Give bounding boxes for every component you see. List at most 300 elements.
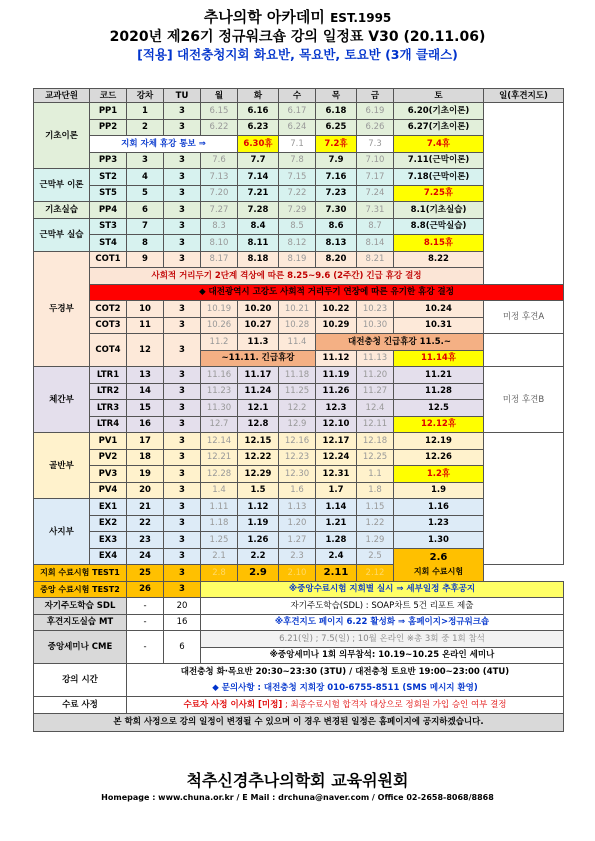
table-cell: -: [127, 631, 164, 664]
table-cell: 3: [164, 581, 201, 598]
extended-closure-notice: ◆ 대전광역시 고강도 사회적 거리두기 연장에 따른 유기한 휴강 결정: [90, 284, 564, 301]
table-cell: 8.15휴: [394, 235, 484, 252]
table-cell: 6.15: [201, 103, 238, 120]
table-cell: 2: [127, 119, 164, 136]
table-cell: 1.30: [394, 532, 484, 549]
table-cell: 8.3: [201, 218, 238, 235]
time-line-1: 대전충청 화·목요반 20:30~23:30 (3TU) / 대전충청 토요반 19:00~23:00 (4TU): [127, 664, 564, 681]
table-cell: 3: [164, 367, 201, 384]
table-cell: 1: [127, 103, 164, 120]
table-cell: 11.23: [201, 383, 238, 400]
table-cell: 3: [164, 251, 201, 268]
table-cell: 3: [164, 548, 201, 565]
col-code: 코드: [90, 89, 127, 103]
table-cell: 8.11: [238, 235, 279, 252]
table-cell: 2.12: [357, 565, 394, 582]
table-cell: PV2: [90, 449, 127, 466]
table-cell: 7.15: [279, 169, 316, 186]
table-row: [34, 334, 564, 351]
table-cell: 1.26: [238, 532, 279, 549]
table-row: [34, 284, 564, 301]
mt-note: ※후견지도 페이지 6.22 활성화 ⇒ 홈페이지>정규워크숍: [201, 614, 564, 631]
table-cell: 16: [164, 614, 201, 631]
table-cell: 8.1(기초실습): [394, 202, 484, 219]
table-cell: 8.19: [279, 251, 316, 268]
table-cell: ST5: [90, 185, 127, 202]
table-cell: 10.26: [201, 317, 238, 334]
table-cell: 8.22: [394, 251, 484, 268]
table-cell: 3: [164, 499, 201, 516]
change-notice: 본 학회 사정으로 강의 일정이 변경될 수 있으며 이 경우 변경된 일정은 홈페이지에 공지하겠습니다.: [34, 713, 564, 731]
col-sat: 토: [394, 89, 484, 103]
table-cell: 18: [127, 449, 164, 466]
table-cell: 1.20: [279, 515, 316, 532]
footer: [0, 770, 595, 804]
table-cell: 3: [164, 334, 201, 367]
col-tue: 화: [238, 89, 279, 103]
table-cell: LTR1: [90, 367, 127, 384]
table-cell: 11.12: [316, 350, 357, 367]
table-cell: 7: [127, 218, 164, 235]
table-cell: 12.5: [394, 400, 484, 417]
section-head: 두경부: [34, 251, 90, 367]
applied-classes: [적용] 대전충청지회 화요반, 목요반, 토요반 (3개 클래스): [137, 47, 458, 62]
table-cell: 10.20: [238, 301, 279, 318]
table-cell: -: [127, 614, 164, 631]
table-cell: 7.14: [238, 169, 279, 186]
table-cell: 10: [127, 301, 164, 318]
table-row: [34, 367, 564, 384]
table-cell: EX3: [90, 532, 127, 549]
emergency-closure-end: ~11.11. 긴급휴강: [201, 350, 316, 367]
table-row: [34, 631, 564, 648]
table-cell: 12.25: [357, 449, 394, 466]
table-cell: 3: [164, 383, 201, 400]
table-cell: 8.14: [357, 235, 394, 252]
table-cell: 11.13: [357, 350, 394, 367]
table-cell: 2.1: [201, 548, 238, 565]
table-cell: 7.4휴: [394, 136, 484, 153]
table-cell: 11: [127, 317, 164, 334]
table-cell: 10.24: [394, 301, 484, 318]
table-cell: 10.21: [279, 301, 316, 318]
table-cell: 3: [164, 301, 201, 318]
table-cell: 20: [127, 482, 164, 499]
table-cell: 23: [127, 532, 164, 549]
table-cell: 17: [127, 433, 164, 450]
table-cell: 7.1: [279, 136, 316, 153]
table-row: [34, 697, 564, 714]
table-cell: 11.14휴: [394, 350, 484, 367]
table-cell: 1.13: [279, 499, 316, 516]
table-cell: 3: [164, 169, 201, 186]
table-cell: COT3: [90, 317, 127, 334]
sdl-label: 자기주도학습 SDL: [34, 598, 127, 615]
table-row: [34, 301, 564, 318]
table-cell: 12.29: [238, 466, 279, 483]
table-cell: 8.7: [357, 218, 394, 235]
table-cell: 12.8: [238, 416, 279, 433]
table-cell: 8.17: [201, 251, 238, 268]
table-cell: 25: [127, 565, 164, 582]
table-cell: 1.6: [279, 482, 316, 499]
table-cell: 3: [164, 433, 201, 450]
table-cell: 3: [164, 482, 201, 499]
table-cell: 3: [164, 103, 201, 120]
table-cell: 6.19: [357, 103, 394, 120]
table-cell: 7.11(근막이론): [394, 152, 484, 169]
table-cell: 11.24: [238, 383, 279, 400]
table-cell: 12.15: [238, 433, 279, 450]
table-cell: 6.25: [316, 119, 357, 136]
table-cell: 6.26: [357, 119, 394, 136]
section-chest: 체간부: [34, 367, 90, 433]
table-cell: 3: [164, 119, 201, 136]
table-cell: 7.31: [357, 202, 394, 219]
completion-note: 수료자 사정 이사회 [미정] ; 최종수료시험 합격자 대상으로 정회원 가입 승인 여부 결정: [127, 697, 564, 714]
table-cell: 1.27: [279, 532, 316, 549]
table-cell: 10.22: [316, 301, 357, 318]
table-cell: 8.6: [316, 218, 357, 235]
table-cell: 7.29: [279, 202, 316, 219]
table-cell: 7.22: [279, 185, 316, 202]
table-cell: 1.11: [201, 499, 238, 516]
table-cell: 8.20: [316, 251, 357, 268]
section-neck: 근막부 이론: [34, 169, 90, 202]
table-cell: 12.10: [316, 416, 357, 433]
table-cell: 8.21: [357, 251, 394, 268]
section-neck-practice: 근막부 실습: [34, 218, 90, 251]
table-cell: 1.19: [238, 515, 279, 532]
col-sun: 일(후견지도): [484, 89, 564, 103]
table-cell: 12.14: [201, 433, 238, 450]
table-cell: 24: [127, 548, 164, 565]
table-cell: 2.4: [316, 548, 357, 565]
table-cell: 7.20: [201, 185, 238, 202]
col-mon: 월: [201, 89, 238, 103]
table-row: [34, 598, 564, 615]
table-cell: COT1: [90, 251, 127, 268]
table-cell: 26: [127, 581, 164, 598]
table-cell: 7.18(근막이론): [394, 169, 484, 186]
table-cell: 12.3: [316, 400, 357, 417]
table-cell: 6.18: [316, 103, 357, 120]
table-cell: 1.1: [357, 466, 394, 483]
col-wed: 수: [279, 89, 316, 103]
table-cell: 1.16: [394, 499, 484, 516]
table-cell: 1.12: [238, 499, 279, 516]
table-cell: [484, 334, 564, 367]
table-cell: 1.5: [238, 482, 279, 499]
table-cell: 10.30: [357, 317, 394, 334]
table-cell: ST2: [90, 169, 127, 186]
sdl-note: 자기주도학습(SDL) : SOAP차트 5건 리포트 제출: [201, 598, 564, 615]
table-cell: 11.30: [201, 400, 238, 417]
table-cell: 7.30: [316, 202, 357, 219]
emergency-closure-start: 대전충청 긴급휴강 11.5.~: [316, 334, 484, 351]
self-closure-notice: 지회 자체 휴강 통보 ⇒: [90, 136, 238, 153]
section-pelvis: 골반부: [34, 433, 90, 499]
table-cell: 12.11: [357, 416, 394, 433]
contact-info: Homepage : www.chuna.or.kr / E Mail : drchuna@naver.com / Office 02-2658-8068/8868: [101, 793, 494, 802]
table-cell: [484, 103, 564, 285]
table-cell: 3: [164, 400, 201, 417]
table-cell: 7.6: [201, 152, 238, 169]
table-cell: 8.12: [279, 235, 316, 252]
table-cell: 2.5: [357, 548, 394, 565]
chest-mentoring: 미정 후견B: [484, 367, 564, 433]
table-cell: 6.17: [279, 103, 316, 120]
table-cell: 11.27: [357, 383, 394, 400]
table-row: [34, 614, 564, 631]
table-cell: 21: [127, 499, 164, 516]
table-cell: ST3: [90, 218, 127, 235]
table-cell: 8.5: [279, 218, 316, 235]
table-cell: 3: [164, 152, 201, 169]
table-cell: 7.21: [238, 185, 279, 202]
table-cell: 12.9: [279, 416, 316, 433]
table-cell: 7.16: [316, 169, 357, 186]
table-cell: 11.3: [238, 334, 279, 351]
table-cell: 14: [127, 383, 164, 400]
table-cell: 8.8(근막실습): [394, 218, 484, 235]
table-cell: PP1: [90, 103, 127, 120]
table-cell: 7.10: [357, 152, 394, 169]
table-cell: 2.11: [316, 565, 357, 582]
table-header-row: [34, 89, 564, 103]
table-cell: 11.21: [394, 367, 484, 384]
table-cell: 3: [164, 449, 201, 466]
table-cell: 6.20(기초이론): [394, 103, 484, 120]
table-cell: 12.30: [279, 466, 316, 483]
table-cell: 2.8: [201, 565, 238, 582]
schedule-table: [33, 88, 564, 732]
table-cell: 1.29: [357, 532, 394, 549]
table-cell: 13: [127, 367, 164, 384]
table-cell: 10.27: [238, 317, 279, 334]
table-cell: 10.28: [279, 317, 316, 334]
table-cell: 8.18: [238, 251, 279, 268]
table-cell: 7.2휴: [316, 136, 357, 153]
table-cell: 12.2: [279, 400, 316, 417]
table-cell: COT2: [90, 301, 127, 318]
table-row: [34, 565, 564, 582]
table-cell: 11.4: [279, 334, 316, 351]
table-cell: [484, 433, 564, 565]
time-label: 강의 시간: [34, 664, 127, 697]
table-cell: 7.24: [357, 185, 394, 202]
table-cell: 3: [164, 235, 201, 252]
table-cell: 1.21: [316, 515, 357, 532]
section-basic-practice: 기초실습: [34, 202, 90, 219]
table-cell: 1.18: [201, 515, 238, 532]
schedule-title: 2020년 제26기 정규워크숍 강의 일정표 V30 (20.11.06): [109, 29, 486, 45]
table-cell: 10.29: [316, 317, 357, 334]
table-cell: 1.22: [357, 515, 394, 532]
table-cell: 7.28: [238, 202, 279, 219]
table-cell: 10.23: [357, 301, 394, 318]
table-cell: 12.1: [238, 400, 279, 417]
table-cell: PV3: [90, 466, 127, 483]
table-cell: 12.26: [394, 449, 484, 466]
section-limb: 사지부: [34, 499, 90, 565]
table-cell: 16: [127, 416, 164, 433]
table-cell: 3: [164, 515, 201, 532]
table-cell: 1.14: [316, 499, 357, 516]
table-cell: 12.19: [394, 433, 484, 450]
table-cell: PV1: [90, 433, 127, 450]
table-cell: 1.9: [394, 482, 484, 499]
table-cell: 5: [127, 185, 164, 202]
table-cell: 3: [164, 532, 201, 549]
test1-label: 지회 수료시험 TEST1: [34, 565, 127, 582]
table-cell: 12.31: [316, 466, 357, 483]
table-cell: 12.21: [201, 449, 238, 466]
table-cell: 2.2: [238, 548, 279, 565]
table-cell: 4: [127, 169, 164, 186]
table-cell: PV4: [90, 482, 127, 499]
table-cell: 11.26: [316, 383, 357, 400]
table-cell: 20: [164, 598, 201, 615]
table-cell: 7.25휴: [394, 185, 484, 202]
col-fri: 금: [357, 89, 394, 103]
table-cell: 12: [127, 334, 164, 367]
table-cell: 8: [127, 235, 164, 252]
branch-exam-cell: 2.6 지회 수료시험: [394, 548, 484, 581]
table-cell: 6.27(기초이론): [394, 119, 484, 136]
table-cell: 1.28: [316, 532, 357, 549]
table-cell: 2.10: [279, 565, 316, 582]
table-cell: COT4: [90, 334, 127, 367]
table-cell: 12.17: [316, 433, 357, 450]
table-cell: 3: [164, 565, 201, 582]
table-cell: 11.2: [201, 334, 238, 351]
table-cell: PP3: [90, 152, 127, 169]
table-cell: 10.31: [394, 317, 484, 334]
table-row: [34, 581, 564, 598]
table-cell: 6: [127, 202, 164, 219]
cme-note-2: ※중앙세미나 1회 의무참석: 10.19~10.25 온라인 세미나: [201, 647, 564, 664]
test2-label: 중앙 수료시험 TEST2: [34, 581, 127, 598]
col-unit: 교과단원: [34, 89, 90, 103]
table-cell: EX2: [90, 515, 127, 532]
table-cell: 1.8: [357, 482, 394, 499]
test2-note: ※중앙수료시험 지회별 실시 ⇒ 세부일정 추후공지: [201, 581, 564, 598]
table-row: [34, 713, 564, 731]
table-cell: 8.13: [316, 235, 357, 252]
organization-name: 척추신경추나의학회 교육위원회: [186, 771, 409, 790]
table-cell: EX1: [90, 499, 127, 516]
col-thu: 목: [316, 89, 357, 103]
table-row: [34, 664, 564, 681]
table-cell: 11.20: [357, 367, 394, 384]
table-cell: 3: [164, 416, 201, 433]
table-cell: ST4: [90, 235, 127, 252]
table-row: [34, 433, 564, 450]
cme-note-1: 6.21(일) ; 7.5(일) ; 10월 온라인 ※총 3회 중 1회 참석: [201, 631, 564, 648]
head-mentoring: 미정 후견A: [484, 301, 564, 334]
cme-label: 중앙세미나 CME: [34, 631, 127, 664]
table-cell: 12.7: [201, 416, 238, 433]
table-cell: 2.9: [238, 565, 279, 582]
completion-label: 수료 사정: [34, 697, 127, 714]
table-cell: 7.8: [279, 152, 316, 169]
table-cell: 9: [127, 251, 164, 268]
table-cell: 12.18: [357, 433, 394, 450]
table-cell: 11.16: [201, 367, 238, 384]
table-cell: 11.28: [394, 383, 484, 400]
table-cell: 7.9: [316, 152, 357, 169]
table-cell: 12.23: [279, 449, 316, 466]
table-cell: 6: [164, 631, 201, 664]
table-cell: 3: [164, 466, 201, 483]
table-cell: 3: [164, 218, 201, 235]
table-cell: -: [127, 598, 164, 615]
table-cell: 12.12휴: [394, 416, 484, 433]
table-cell: PP2: [90, 119, 127, 136]
col-lecture: 강차: [127, 89, 164, 103]
contact-line: ◆ 문의사항 : 대전충청 지회장 010-6755-8511 (SMS 메시지 환영): [127, 680, 564, 697]
table-cell: LTR3: [90, 400, 127, 417]
table-cell: 7.17: [357, 169, 394, 186]
table-cell: LTR4: [90, 416, 127, 433]
table-cell: 1.25: [201, 532, 238, 549]
table-cell: 6.16: [238, 103, 279, 120]
table-cell: 7.27: [201, 202, 238, 219]
table-cell: 3: [164, 185, 201, 202]
table-cell: 22: [127, 515, 164, 532]
table-cell: 1.2휴: [394, 466, 484, 483]
table-cell: 1.7: [316, 482, 357, 499]
table-cell: 7.7: [238, 152, 279, 169]
table-cell: 6.23: [238, 119, 279, 136]
table-cell: 11.18: [279, 367, 316, 384]
table-cell: 6.24: [279, 119, 316, 136]
table-cell: 3: [164, 202, 201, 219]
section-basic: 기초이론: [34, 103, 90, 169]
table-cell: 12.16: [279, 433, 316, 450]
table-cell: 6.30휴: [238, 136, 279, 153]
table-cell: EX4: [90, 548, 127, 565]
table-cell: 1.23: [394, 515, 484, 532]
table-cell: 2.3: [279, 548, 316, 565]
distancing-notice: 사회적 거리두기 2단계 격상에 따른 8.25~9.6 (2주간) 긴급 휴강 결정: [90, 268, 484, 285]
table-cell: 1.15: [357, 499, 394, 516]
table-cell: 12.22: [238, 449, 279, 466]
table-cell: 15: [127, 400, 164, 417]
table-cell: 19: [127, 466, 164, 483]
table-row: [34, 103, 564, 120]
table-cell: 6.22: [201, 119, 238, 136]
table-cell: PP4: [90, 202, 127, 219]
table-cell: 11.25: [279, 383, 316, 400]
mt-label: 후견지도실습 MT: [34, 614, 127, 631]
table-cell: 3: [164, 317, 201, 334]
table-cell: LTR2: [90, 383, 127, 400]
table-cell: 3: [127, 152, 164, 169]
table-cell: 11.19: [316, 367, 357, 384]
table-cell: 7.13: [201, 169, 238, 186]
table-cell: 12.28: [201, 466, 238, 483]
header: [0, 8, 595, 63]
table-cell: 8.4: [238, 218, 279, 235]
table-cell: 7.3: [357, 136, 394, 153]
table-cell: 1.4: [201, 482, 238, 499]
table-cell: 11.17: [238, 367, 279, 384]
table-cell: 7.23: [316, 185, 357, 202]
table-cell: 10.19: [201, 301, 238, 318]
table-cell: 12.24: [316, 449, 357, 466]
